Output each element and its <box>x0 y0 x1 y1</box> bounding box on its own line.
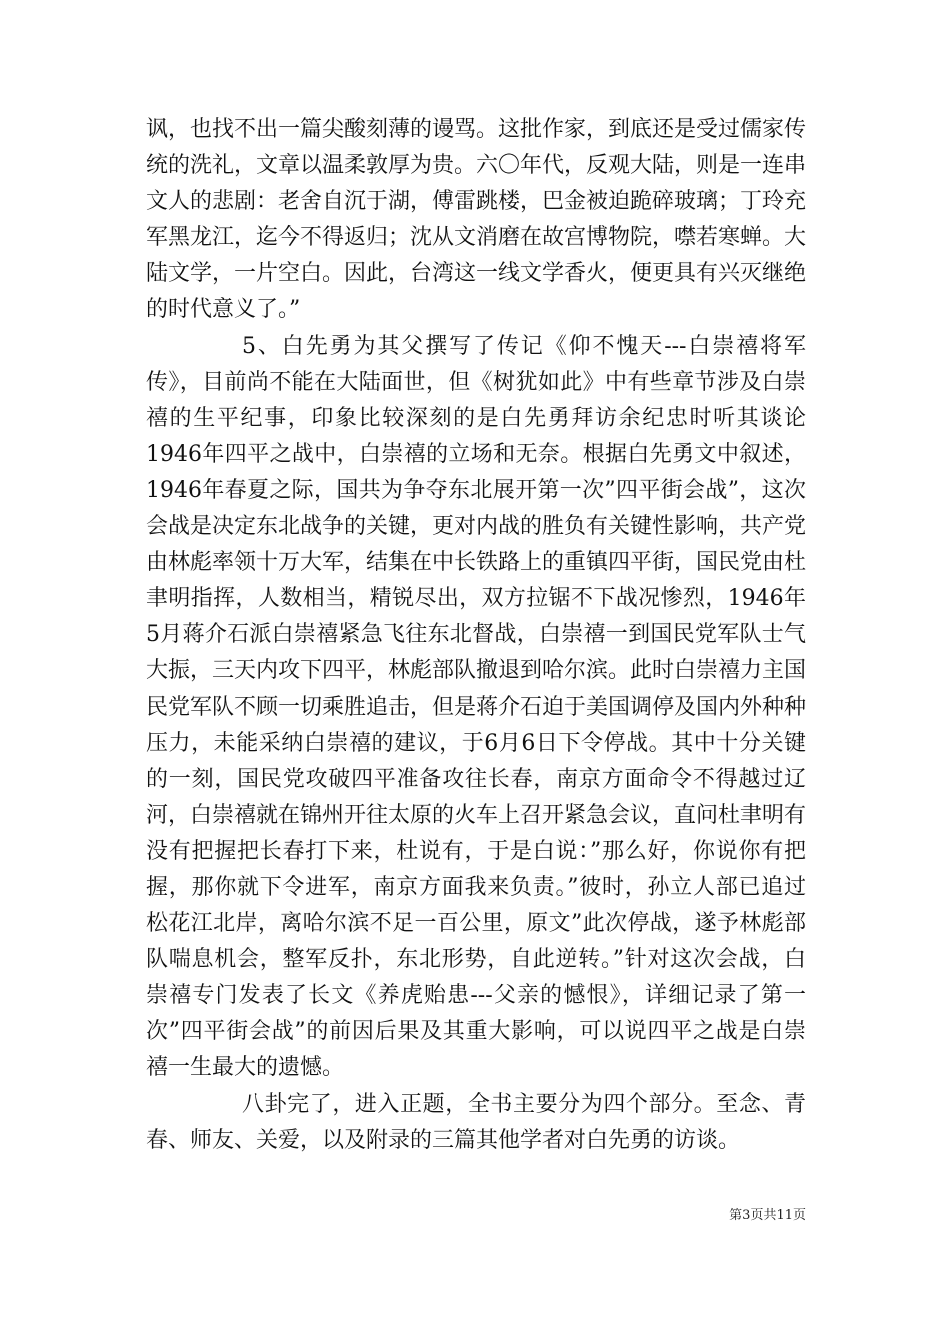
paragraph-section-5: 5、白先勇为其父撰写了传记《仰不愧天---白崇禧将军传》，目前尚不能在大陆面世，但《树犹如此》中有些章节涉及白崇禧的生平纪事，印象比较深刻的是白先勇拜访余纪忠时听其谈论1946年四平之战中，白崇禧的立场和无奈。根据白先勇文中叙述，1946年春夏之际，国共为争夺东北展开第一次”四平街会战”，这次会战是决定东北战争的关键，更对内战的胜负有关键性影响，共产党由林彪率领十万大军，结集在中长铁路上的重镇四平街，国民党由杜聿明指挥，人数相当，精锐尽出，双方拉锯不下战况惨烈，1946年5月蒋介石派白崇禧紧急飞往东北督战，白崇禧一到国民党军队士气大振，三天内攻下四平，林彪部队撤退到哈尔滨。此时白崇禧力主国民党军队不顾一切乘胜追击，但是蒋介石迫于美国调停及国内外种种压力，未能采纳白崇禧的建议，于6月6日下令停战。其中十分关键的一刻，国民党攻破四平准备攻往长春，南京方面命令不得越过辽河，白崇禧就在锦州开往太原的火车上召开紧急会议，直问杜聿明有没有把握把长春打下来，杜说有，于是白说：”那么好，你说你有把握，那你就下令进军，南京方面我来负责。”彼时，孙立人部已追过松花江北岸，离哈尔滨不足一百公里，原文”此次停战，遂予林彪部队喘息机会，整军反扑，东北形势，自此逆转。”针对这次会战，白崇禧专门发表了长文《养虎贻患---父亲的憾恨》，详细记录了第一次”四平街会战”的前因后果及其重大影响，可以说四平之战是白崇禧一生最大的遗憾。 <box>146 333 807 1081</box>
page-number-footer: 第3页共11页 <box>729 1208 806 1223</box>
paragraph-continuation: 讽，也找不出一篇尖酸刻薄的谩骂。这批作家，到底还是受过儒家传统的洗礼，文章以温柔敦厚为贵。六〇年代，反观大陆，则是一连串文人的悲剧：老舍自沉于湖，傅雷跳楼，巴金被迫跪碎玻璃；丁玲充军黑龙江，迄今不得返归；沈从文消磨在故宫博物院，噤若寒蝉。大陆文学，一片空白。因此，台湾这一线文学香火，便更具有兴灭继绝的时代意义了。” <box>146 117 807 323</box>
document-body <box>146 112 806 1159</box>
paragraph-main-topic: 八卦完了，进入正题，全书主要分为四个部分。至念、青春、师友、关爱，以及附录的三篇其他学者对白先勇的访谈。 <box>146 1091 806 1153</box>
